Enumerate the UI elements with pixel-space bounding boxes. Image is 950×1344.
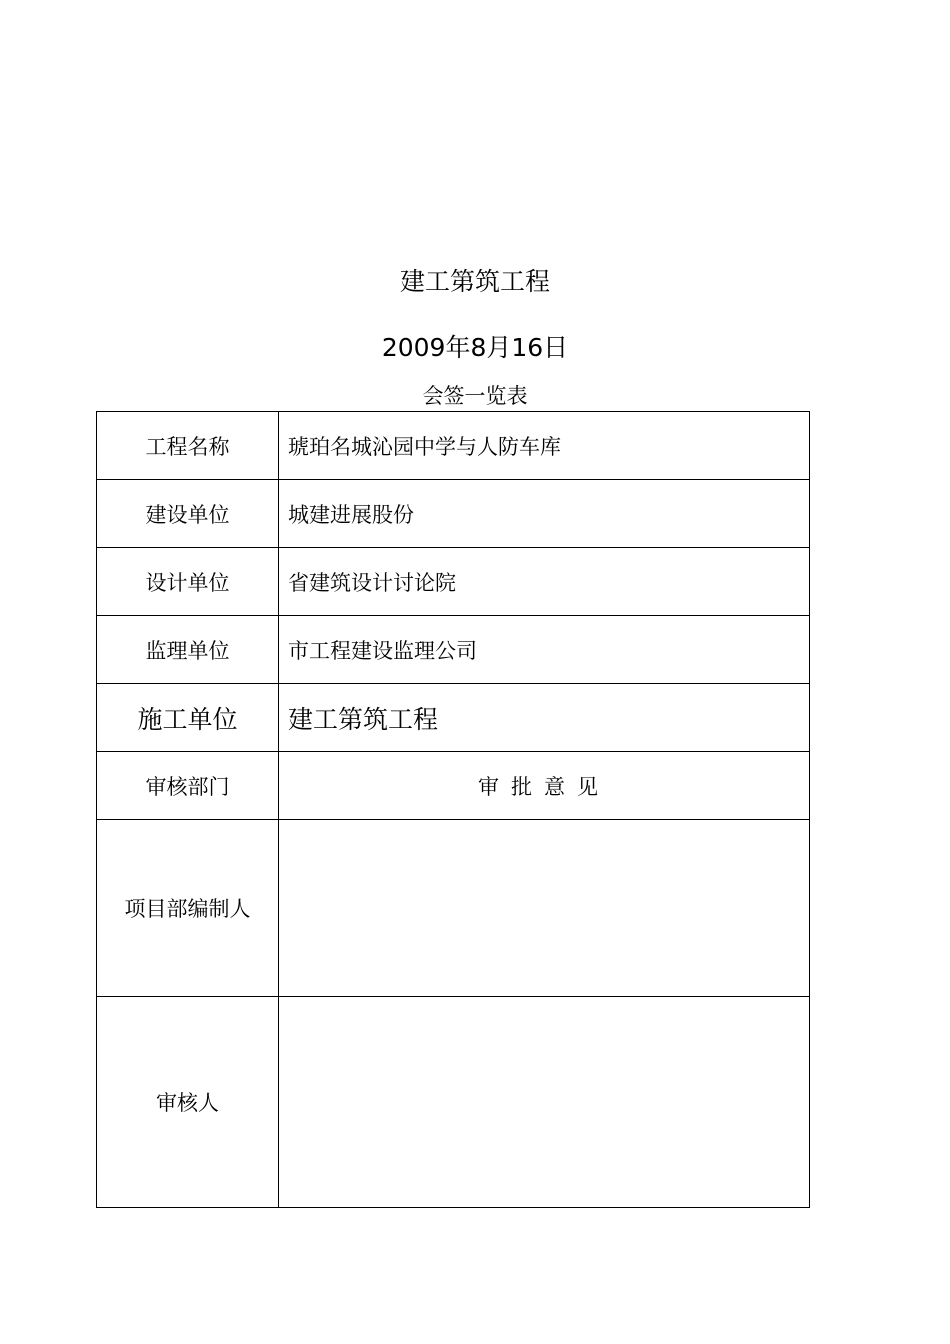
- project-name-label: 工程名称: [97, 412, 279, 480]
- supervisor-label: 监理单位: [97, 616, 279, 684]
- designer-label: 设计单位: [97, 548, 279, 616]
- review-dept-label: 审核部门: [97, 752, 279, 820]
- client-label: 建设单位: [97, 480, 279, 548]
- reviewer-label: 审核人: [97, 997, 279, 1208]
- table-row-designer: [97, 548, 810, 616]
- sheet-title: 会签一览表: [422, 384, 528, 408]
- table-row-project-name: [97, 412, 810, 480]
- table-row-supervisor: [97, 616, 810, 684]
- preparer-opinion-cell[interactable]: [279, 820, 810, 997]
- company-title: 建工第筑工程: [399, 267, 550, 296]
- supervisor-value: 市工程建设监理公司: [279, 616, 810, 684]
- preparer-label: 项目部编制人: [97, 820, 279, 997]
- designer-value: 省建筑设计讨论院: [279, 548, 810, 616]
- table-row-review-header: [97, 752, 810, 820]
- table-row-preparer: [97, 820, 810, 997]
- table-row-reviewer: [97, 997, 810, 1208]
- review-opinion-header: 审批意见: [279, 752, 810, 820]
- client-value: 城建进展股份: [279, 480, 810, 548]
- contractor-value: 建工第筑工程: [279, 684, 810, 752]
- project-name-value: 琥珀名城沁园中学与人防车库: [279, 412, 810, 480]
- table-row-contractor: [97, 684, 810, 752]
- contractor-label: 施工单位: [97, 684, 279, 752]
- date-line: 2009年8月16日: [381, 333, 569, 362]
- signoff-table: [96, 411, 810, 1208]
- reviewer-opinion-cell[interactable]: [279, 997, 810, 1208]
- table-row-client: [97, 480, 810, 548]
